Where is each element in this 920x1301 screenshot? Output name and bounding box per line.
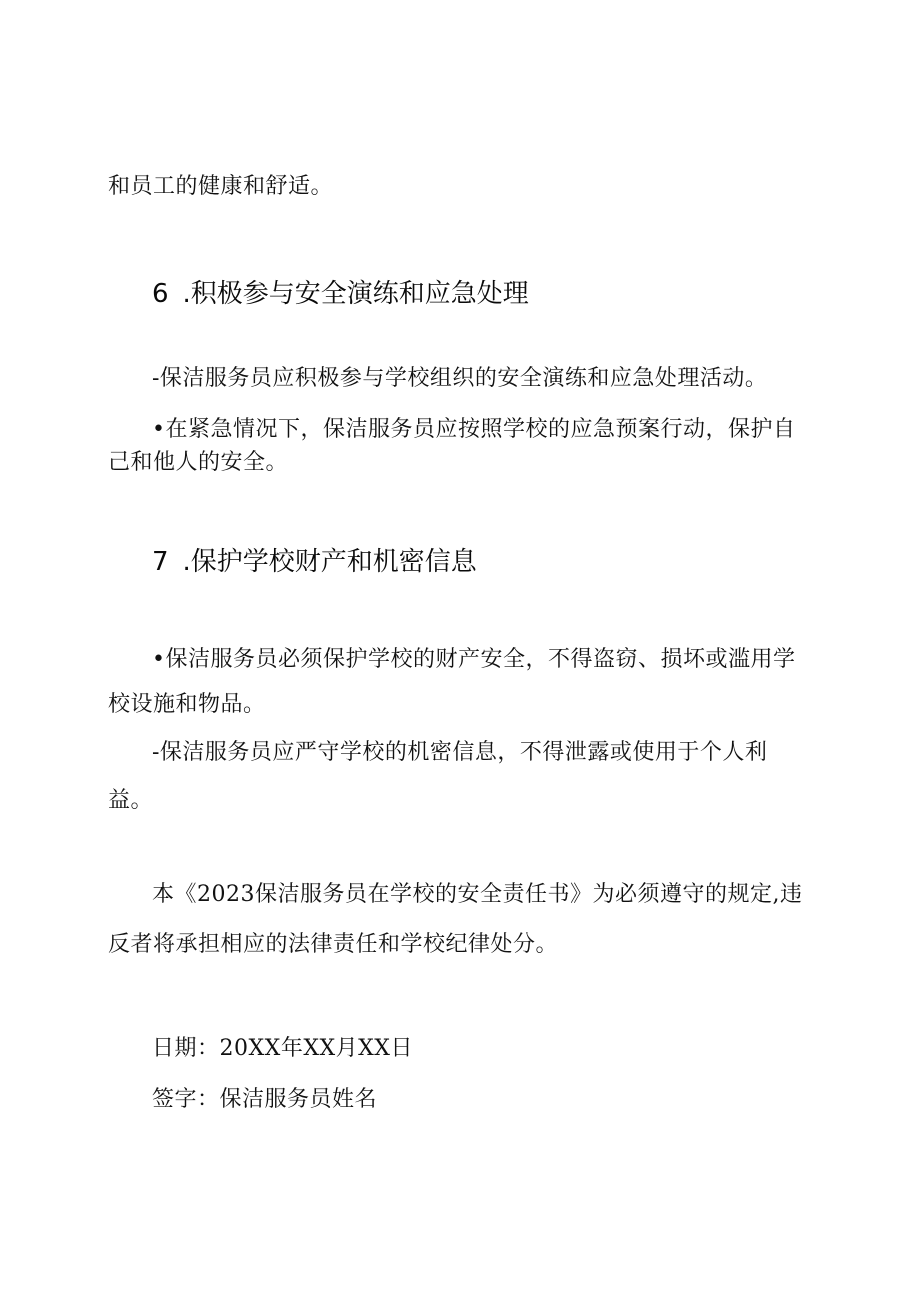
section-7-line-4: 益。 (108, 788, 154, 813)
closing-line-1: 本《2023保洁服务员在学校的安全责任书》为必须遵守的规定,违 (152, 882, 803, 907)
section-6-line-1: -保洁服务员应积极参与学校组织的安全演练和应急处理活动。 (152, 366, 768, 391)
section-6-line-2: •在紧急情况下，保洁服务员应按照学校的应急预案行动，保护自 (152, 417, 796, 442)
section-7-line-3: -保洁服务员应严守学校的机密信息，不得泄露或使用于个人利 (152, 740, 768, 765)
section-6-line-3: 己和他人的安全。 (108, 450, 289, 475)
section-7-heading (152, 545, 477, 579)
section-6-number: 6 (152, 279, 169, 309)
intro-continuation: 和员工的健康和舒适。 (108, 174, 334, 199)
date-line: 日期：20XX年XX月XX日 (152, 1036, 413, 1061)
section-7-line-1: •保洁服务员必须保护学校的财产安全，不得盗窃、损坏或滥用学 (152, 647, 796, 672)
section-7-number: 7 (152, 547, 169, 577)
section-7-line-2: 校设施和物品。 (108, 692, 266, 717)
section-7-title: .保护学校财产和机密信息 (182, 547, 477, 577)
signature-line: 签字：保洁服务员姓名 (152, 1087, 378, 1112)
section-6-heading (152, 277, 529, 311)
closing-line-2: 反者将承担相应的法律责任和学校纪律处分。 (108, 932, 559, 957)
section-6-title: .积极参与安全演练和应急处理 (182, 279, 529, 309)
